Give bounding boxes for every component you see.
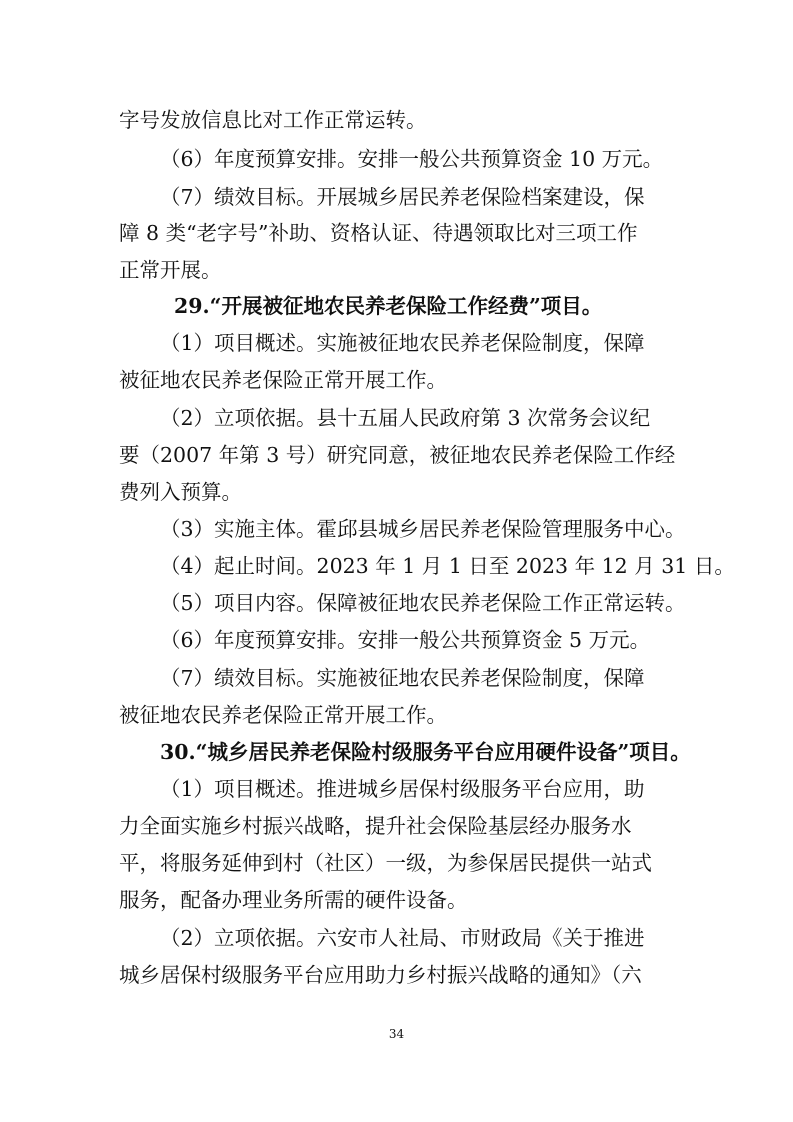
section-heading: 29.“开展被征地农民养老保险工作经费”项目。 bbox=[174, 294, 603, 318]
page-number: 34 bbox=[388, 1027, 405, 1041]
text-line: （1）项目概述。推进城乡居保村级服务平台应用，助 bbox=[160, 777, 645, 801]
text-line: （7）绩效目标。开展城乡居民养老保险档案建设，保 bbox=[160, 185, 645, 209]
text-line: 被征地农民养老保险正常开展工作。 bbox=[119, 368, 447, 392]
text-line: （5）项目内容。保障被征地农民养老保险工作正常运转。 bbox=[160, 591, 686, 615]
text-line: 力全面实施乡村振兴战略，提升社会保险基层经办服务水 bbox=[119, 814, 632, 838]
text-line: （6）年度预算安排。安排一般公共预算资金 10 万元。 bbox=[160, 147, 664, 171]
text-line: （7）绩效目标。实施被征地农民养老保险制度，保障 bbox=[160, 666, 645, 690]
text-line: （1）项目概述。实施被征地农民养老保险制度，保障 bbox=[160, 331, 645, 355]
text-line: （2）立项依据。六安市人社局、市财政局《关于推进 bbox=[160, 926, 645, 950]
text-line: 城乡居保村级服务平台应用助力乡村振兴战略的通知》（六 bbox=[119, 963, 642, 987]
text-line: （3）实施主体。霍邱县城乡居民养老保险管理服务中心。 bbox=[160, 517, 686, 541]
text-line: （4）起止时间。2023 年 1 月 1 日至 2023 年 12 月 31 日。 bbox=[160, 554, 735, 578]
text-line: 平，将服务延伸到村（社区）一级，为参保居民提供一站式 bbox=[119, 851, 652, 875]
text-line: 正常开展。 bbox=[119, 258, 222, 282]
text-line: （6）年度预算安排。安排一般公共预算资金 5 万元。 bbox=[160, 628, 651, 652]
text-line: 障 8 类“老字号”补助、资格认证、待遇领取比对三项工作 bbox=[119, 221, 638, 245]
text-line: 被征地农民养老保险正常开展工作。 bbox=[119, 703, 447, 727]
text-line: （2）立项依据。县十五届人民政府第 3 次常务会议纪 bbox=[160, 406, 651, 430]
section-heading: 30.“城乡居民养老保险村级服务平台应用硬件设备”项目。 bbox=[160, 740, 691, 764]
text-line: 字号发放信息比对工作正常运转。 bbox=[119, 108, 427, 132]
text-line: 费列入预算。 bbox=[119, 480, 242, 504]
text-line: 要（2007 年第 3 号）研究同意，被征地农民养老保险工作经 bbox=[119, 443, 676, 467]
text-line: 服务，配备办理业务所需的硬件设备。 bbox=[119, 888, 468, 912]
